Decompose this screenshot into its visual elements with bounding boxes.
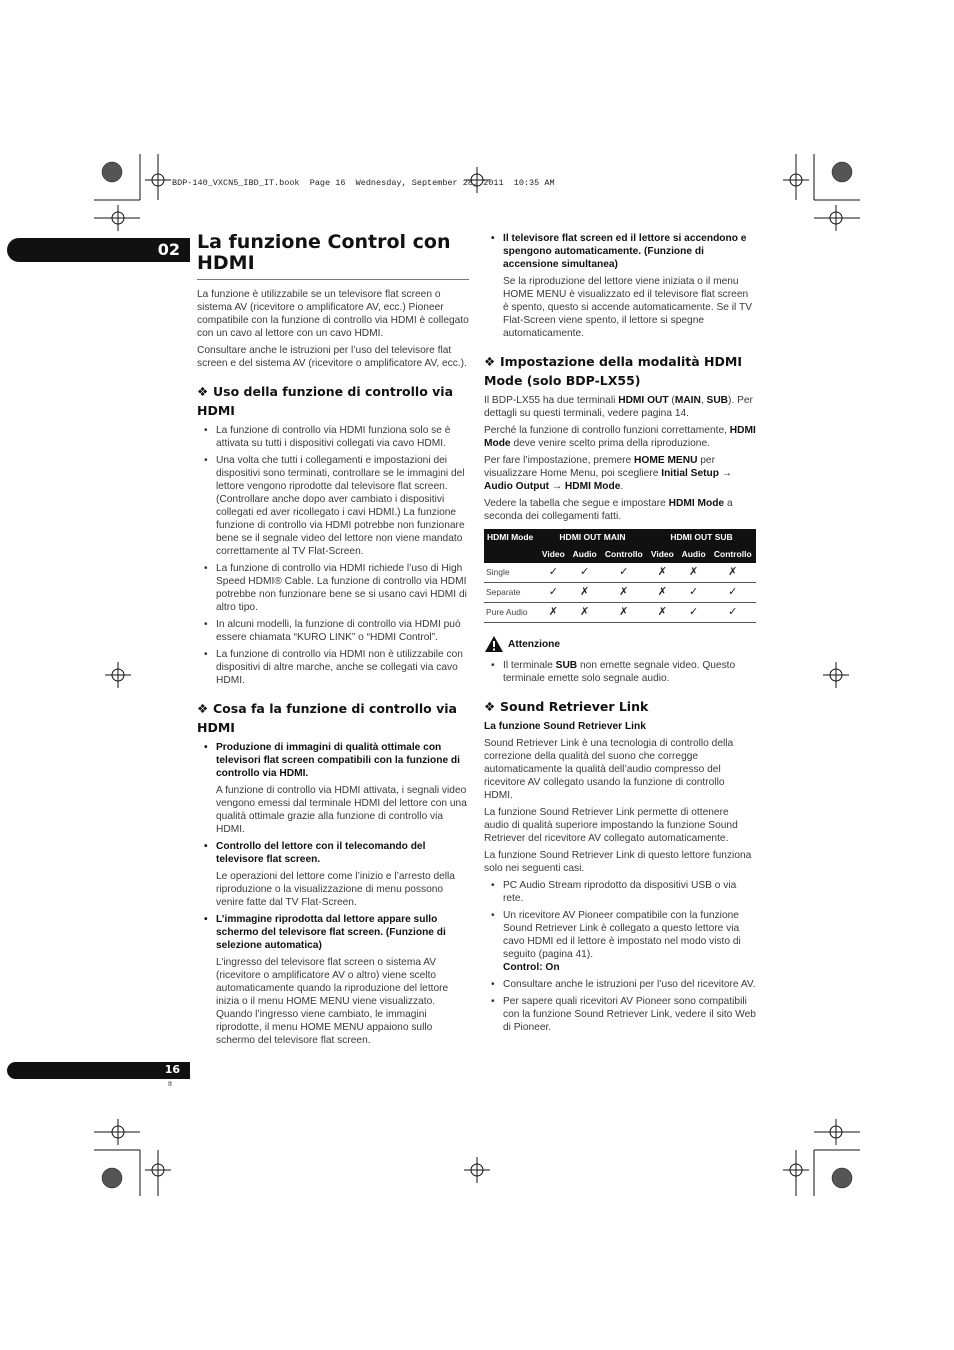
table-cell: ✓ xyxy=(538,583,569,603)
diamond-icon: ❖ xyxy=(484,354,496,369)
bullet-list xyxy=(197,424,469,687)
section-heading: ❖ Cosa fa la funzione di controllo via HDMI xyxy=(197,701,457,735)
warning-icon xyxy=(484,635,504,653)
table-subheader: Controllo xyxy=(710,546,756,563)
chapter-tab xyxy=(7,238,190,262)
page-tab xyxy=(7,1062,190,1079)
list-item: • Un ricevitore AV Pioneer compatibile con la funzione Sound Retriever Link è collegato a questo lettore via cavo HDMI ed il lettore è impostato nel modo visto di seguito (pagina 41). Control: On xyxy=(484,909,756,974)
table-header-sub: HDMI OUT SUB xyxy=(647,529,756,546)
table-header-mode: HDMI Mode xyxy=(484,529,538,563)
table-subheader: Video xyxy=(538,546,569,563)
table-row xyxy=(484,583,756,603)
table-cell: ✓ xyxy=(601,563,647,583)
list-item: • PC Audio Stream riprodotto da dispositivi USB o via rete. xyxy=(484,879,756,905)
list-item-heading: • Produzione di immagini di qualità ottimale con televisori flat screen compatibili con la funzione di controllo via HDMI. xyxy=(197,741,469,780)
paragraph: Per fare l’impostazione, premere HOME MENU per visualizzare Home Menu, poi scegliere Initial Setup → Audio Output → HDMI Mode. xyxy=(484,455,732,492)
diamond-icon: ❖ xyxy=(197,384,209,399)
table-cell: ✗ xyxy=(538,603,569,623)
left-column xyxy=(197,232,469,1051)
bullet-list xyxy=(484,879,756,1034)
row-label: Separate xyxy=(484,583,538,603)
intro-paragraph: Consultare anche le istruzioni per l’uso del televisore flat screen e del sistema AV (ricevitore o amplificatore AV, ecc.). xyxy=(197,345,467,369)
table-subheader: Audio xyxy=(569,546,601,563)
bullet-list xyxy=(484,232,756,271)
bullet-list xyxy=(197,913,469,952)
list-item: • Il terminale SUB non emette segnale video. Questo terminale emette solo segnale audio. xyxy=(484,659,756,685)
subsection-heading: La funzione Sound Retriever Link xyxy=(484,721,646,732)
diamond-icon: ❖ xyxy=(197,701,209,716)
print-header: BDP-140_VXCN5_IBD_IT.book Page 16 Wednesday, September 28, 2011 10:35 AM xyxy=(172,178,555,188)
item-body: L’ingresso del televisore flat screen o sistema AV (ricevitore o amplificatore AV o altro) viene scelto automaticamente quando la riproduzione del lettore inizia o il menu HOME MENU viene visualizzato. Quando l’ingresso viene cambiato, le immagini riprodotte, il menu HOME MENU appaiono sullo schermo del televisore flat screen. xyxy=(216,957,449,1046)
bullet-list xyxy=(197,741,469,780)
table-subheader: Video xyxy=(647,546,678,563)
table-cell: ✗ xyxy=(647,563,678,583)
table-cell: ✗ xyxy=(569,603,601,623)
list-item-heading: • Controllo del lettore con il telecomando del televisore flat screen. xyxy=(197,840,469,866)
table-cell: ✓ xyxy=(710,583,756,603)
table-row xyxy=(484,563,756,583)
table-cell: ✓ xyxy=(678,583,710,603)
bullet-list xyxy=(484,659,756,685)
table-cell: ✗ xyxy=(678,563,710,583)
table-cell: ✗ xyxy=(601,603,647,623)
warning-title: Attenzione xyxy=(508,638,561,650)
section-heading: ❖ Uso della funzione di controllo via HDMI xyxy=(197,384,454,418)
page-title: La funzione Control con HDMI xyxy=(197,232,469,280)
table-header-main: HDMI OUT MAIN xyxy=(538,529,647,546)
paragraph: Sound Retriever Link è una tecnologia di controllo della correzione della qualità del suono che corregge automaticamente la qualità dell’audio compresso del ricevitore AV collegato usando la funzione di controllo HDMI. xyxy=(484,738,734,801)
list-item-heading: • L’immagine riprodotta dal lettore appare sullo schermo del televisore flat screen. (Funzione di selezione automatica) xyxy=(197,913,469,952)
item-body: A funzione di controllo via HDMI attivata, i segnali video vengono emessi dal terminale HDMI del lettore con una qualità ottimale grazie alla funzione di controllo via HDMI. xyxy=(216,785,467,835)
intro-paragraph: La funzione è utilizzabile se un televisore flat screen o sistema AV (ricevitore o amplificatore AV, ecc.) Pioneer compatibile con la funzione di controllo via HDMI è collegato con un cavo al lettore con un cavo HDMI. xyxy=(197,289,469,339)
table-row xyxy=(484,603,756,623)
bullet-list xyxy=(197,840,469,866)
paragraph: Perché la funzione di controllo funzioni correttamente, HDMI Mode deve venire scelto prima della riproduzione. xyxy=(484,425,756,449)
list-item: • Consultare anche le istruzioni per l’uso del ricevitore AV. xyxy=(484,978,756,991)
table-cell: ✓ xyxy=(678,603,710,623)
table-cell: ✓ xyxy=(538,563,569,583)
table-subheader: Audio xyxy=(678,546,710,563)
row-label: Single xyxy=(484,563,538,583)
hdmi-mode-table xyxy=(484,529,756,623)
paragraph: La funzione Sound Retriever Link permette di ottenere audio di qualità superiore impostando la funzione Sound Retriever del ricevitore AV collegato automaticamente. xyxy=(484,807,738,844)
list-item-heading: • Il televisore flat screen ed il lettore si accendono e spengono automaticamente. (Funzione di accensione simultanea) xyxy=(484,232,756,271)
list-item: • La funzione di controllo via HDMI richiede l’uso di High Speed HDMI® Cable. La funzione di controllo via HDMI potrebbe non funzionare bene se si usano cavi HDMI di altro tipo. xyxy=(197,562,469,614)
list-item: • In alcuni modelli, la funzione di controllo via HDMI può essere chiamata “KURO LINK” o “HDMI Control”. xyxy=(197,618,469,644)
page-number: 16 xyxy=(164,1063,180,1076)
chapter-number: 02 xyxy=(157,240,180,259)
table-cell: ✗ xyxy=(710,563,756,583)
item-body: Le operazioni del lettore come l’inizio e l’arresto della riproduzione o la visualizzazione di menu possono venire fatte dal TV Flat-Screen. xyxy=(216,871,455,908)
table-cell: ✗ xyxy=(647,603,678,623)
warning-header xyxy=(484,635,756,653)
right-column xyxy=(484,232,756,1038)
paragraph: Vedere la tabella che segue e impostare HDMI Mode a seconda dei collegamenti fatti. xyxy=(484,498,733,522)
list-item: • Una volta che tutti i collegamenti e impostazioni dei dispositivi sono terminati, controllare se le immagini del lettore vengono riprodotte dal televisore flat screen. (Controllare anche dopo aver cambiato i dispositivi collegati ed aver ricollegato i cavi HDMI.) La funzione funzione di controllo via HDMI potrebbe non funzionare bene se il segnale video del lettore non viene mandato correttamente al TV Flat-Screen. xyxy=(197,454,469,558)
table-cell: ✓ xyxy=(569,563,601,583)
section-heading: ❖ Sound Retriever Link xyxy=(484,699,649,714)
list-item: • La funzione di controllo via HDMI funziona solo se è attivata su tutti i dispositivi collegati via cavo HDMI. xyxy=(197,424,469,450)
item-body: Se la riproduzione del lettore viene iniziata o il menu HOME MENU è visualizzato ed il televisore flat screen è spento, questo si accende automaticamente. Se il TV Flat-Screen viene spento, il lettore si spegne automaticamente. xyxy=(503,276,752,339)
table-cell: ✗ xyxy=(647,583,678,603)
language-code: It xyxy=(168,1081,172,1088)
paragraph: La funzione Sound Retriever Link di questo lettore funziona solo nei seguenti casi. xyxy=(484,850,752,874)
table-cell: ✗ xyxy=(601,583,647,603)
control-setting: Control: On xyxy=(503,962,560,973)
list-item: • La funzione di controllo via HDMI non è utilizzabile con dispositivi di altre marche, anche se collegati via cavo HDMI. xyxy=(197,648,469,687)
section-heading: ❖ Impostazione della modalità HDMI Mode (solo BDP-LX55) xyxy=(484,354,742,388)
row-label: Pure Audio xyxy=(484,603,538,623)
table-cell: ✓ xyxy=(710,603,756,623)
table-cell: ✗ xyxy=(569,583,601,603)
paragraph: Il BDP-LX55 ha due terminali HDMI OUT (MAIN, SUB). Per dettagli su questi terminali, vedere pagina 14. xyxy=(484,395,753,419)
table-subheader: Controllo xyxy=(601,546,647,563)
list-item: • Per sapere quali ricevitori AV Pioneer sono compatibili con la funzione Sound Retriever Link, vedere il sito Web di Pioneer. xyxy=(484,995,756,1034)
diamond-icon: ❖ xyxy=(484,699,496,714)
